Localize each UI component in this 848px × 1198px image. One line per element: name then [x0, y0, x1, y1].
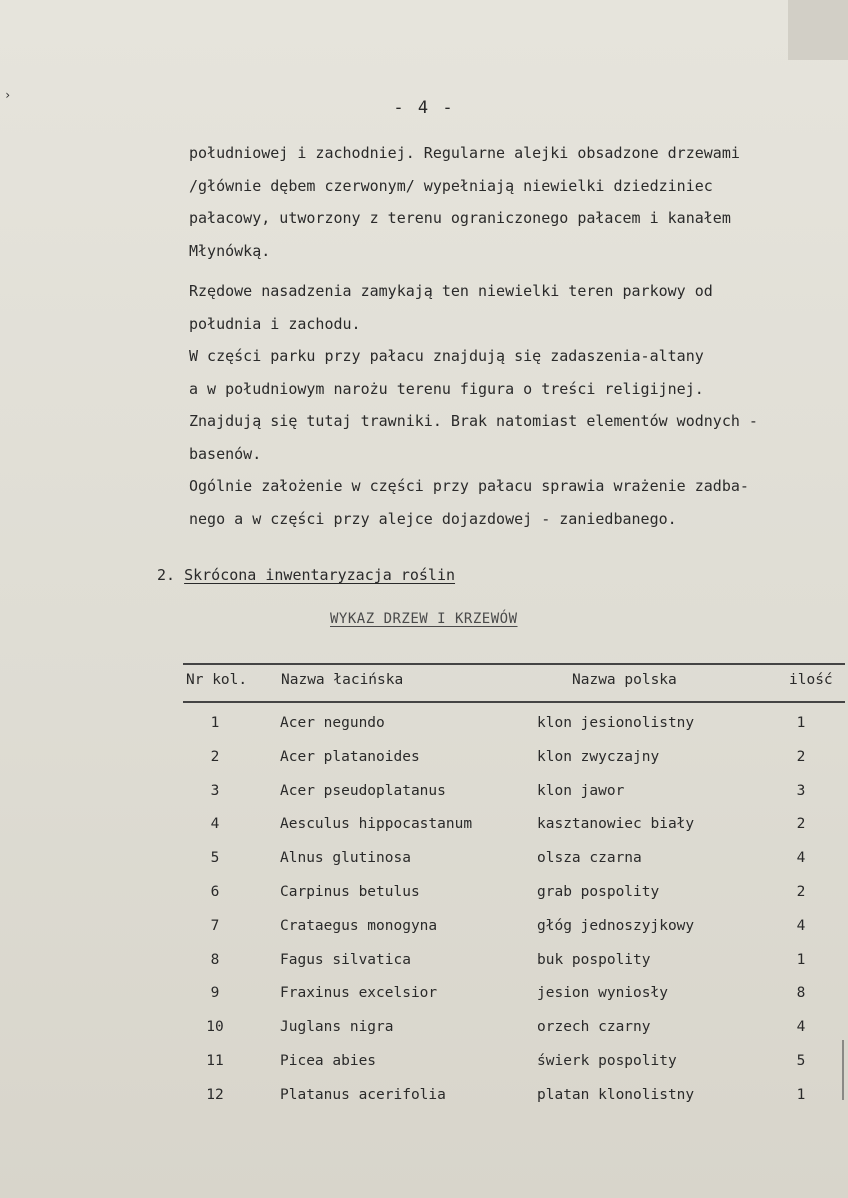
margin-mark: › [4, 88, 12, 102]
table-row [0, 1049, 848, 1083]
cell-nr: 3 [210, 782, 220, 799]
table-header-rule [183, 701, 845, 703]
text-line: Rzędowe nasadzenia zamykają ten niewielki teren parkowy od [189, 282, 713, 300]
text-line: a w południowym narożu terenu figura o treści religijnej. [189, 379, 704, 398]
cell-nr: 10 [206, 1019, 224, 1036]
header-latin-name: Nazwa łacińska [281, 672, 404, 688]
list-title: WYKAZ DRZEW I KRZEWÓW [330, 611, 518, 627]
cell-latin-name: Acer negundo [280, 715, 385, 731]
cell-latin-name: Acer pseudoplatanus [280, 782, 446, 799]
cell-polish-name: kasztanowiec biały [537, 816, 695, 833]
cell-polish-name: klon jesionolistny [537, 715, 695, 731]
cell-nr: 8 [210, 951, 220, 968]
cell-count: 2 [796, 816, 806, 833]
header-polish-name: Nazwa polska [572, 672, 677, 688]
section-title: Skrócona inwentaryzacja roślin [184, 566, 456, 584]
table-row [0, 880, 848, 914]
scan-corner-shadow [788, 0, 848, 60]
text-line: /głównie dębem czerwonym/ wypełniają niewielki dziedziniec [189, 176, 713, 195]
cell-nr: 5 [210, 850, 220, 867]
cell-nr: 6 [210, 883, 220, 900]
paragraph-1 [189, 137, 740, 267]
cell-latin-name: Juglans nigra [280, 1019, 394, 1036]
cell-polish-name: jesion wyniosły [537, 985, 668, 1002]
cell-count: 1 [796, 715, 806, 731]
cell-nr: 2 [210, 748, 220, 765]
text-line: nego a w części przy alejce dojazdowej - zaniedbanego. [189, 509, 677, 528]
table-row [0, 948, 848, 982]
cell-latin-name: Alnus glutinosa [280, 850, 411, 867]
cell-polish-name: orzech czarny [537, 1019, 651, 1036]
paragraph-3 [189, 340, 758, 470]
cell-polish-name: platan klonolistny [537, 1086, 695, 1103]
cell-nr: 4 [210, 816, 220, 833]
table-row [0, 745, 848, 779]
cell-count: 1 [796, 1086, 806, 1103]
cell-polish-name: buk pospolity [537, 951, 651, 968]
cell-nr: 12 [206, 1086, 224, 1103]
cell-latin-name: Fraxinus excelsior [280, 985, 438, 1002]
cell-latin-name: Fagus silvatica [280, 951, 411, 968]
cell-latin-name: Acer platanoides [280, 748, 420, 765]
header-nr: Nr kol. [186, 672, 248, 688]
cell-count: 2 [796, 748, 806, 765]
text-line: basenów. [189, 444, 262, 463]
cell-count: 3 [796, 782, 806, 799]
table-top-rule [183, 663, 845, 665]
table-row [0, 1083, 848, 1117]
text-line: południowej i zachodniej. Regularne alejki obsadzone drzewami [189, 144, 740, 162]
table-body [0, 711, 848, 1117]
cell-latin-name: Crataegus monogyna [280, 917, 438, 934]
text-line: Młynówką. [189, 241, 271, 260]
cell-polish-name: grab pospolity [537, 883, 660, 900]
cell-nr: 7 [210, 917, 220, 934]
table-row [0, 711, 848, 745]
paragraph-4 [189, 470, 749, 535]
text-line: Ogólnie założenie w części przy pałacu sprawia wrażenie zadba- [189, 477, 749, 495]
cell-latin-name: Carpinus betulus [280, 883, 420, 900]
text-line: południa i zachodu. [189, 314, 361, 333]
page-number: - 4 - [393, 98, 455, 118]
cell-nr: 1 [210, 715, 220, 731]
cell-latin-name: Aesculus hippocastanum [280, 816, 473, 833]
section-number: 2. [157, 566, 176, 584]
table-row [0, 1015, 848, 1049]
cell-count: 4 [796, 917, 806, 934]
cell-polish-name: klon zwyczajny [537, 748, 660, 765]
cell-polish-name: olsza czarna [537, 850, 642, 867]
cell-nr: 9 [210, 985, 220, 1002]
cell-count: 4 [796, 1019, 806, 1036]
cell-polish-name: świerk pospolity [537, 1052, 677, 1069]
table-header [0, 672, 848, 696]
table-row [0, 914, 848, 948]
cell-count: 2 [796, 883, 806, 900]
cell-count: 5 [796, 1052, 806, 1069]
cell-count: 8 [796, 985, 806, 1002]
table-row [0, 981, 848, 1015]
text-line: W części parku przy pałacu znajdują się zadaszenia-altany [189, 347, 704, 365]
section-heading [157, 566, 455, 584]
table-row [0, 846, 848, 880]
table-row [0, 779, 848, 813]
cell-latin-name: Picea abies [280, 1052, 377, 1069]
text-line: pałacowy, utworzony z terenu ograniczonego pałacem i kanałem [189, 209, 731, 227]
text-line: Znajdują się tutaj trawniki. Brak natomiast elementów wodnych - [189, 412, 758, 430]
cell-latin-name: Platanus acerifolia [280, 1086, 446, 1103]
table-row [0, 812, 848, 846]
cell-count: 1 [796, 951, 806, 968]
header-count: ilość [789, 672, 833, 688]
paragraph-2 [189, 275, 713, 340]
cell-count: 4 [796, 850, 806, 867]
cell-nr: 11 [206, 1052, 224, 1069]
cell-polish-name: głóg jednoszyjkowy [537, 917, 695, 934]
cell-polish-name: klon jawor [537, 782, 625, 799]
